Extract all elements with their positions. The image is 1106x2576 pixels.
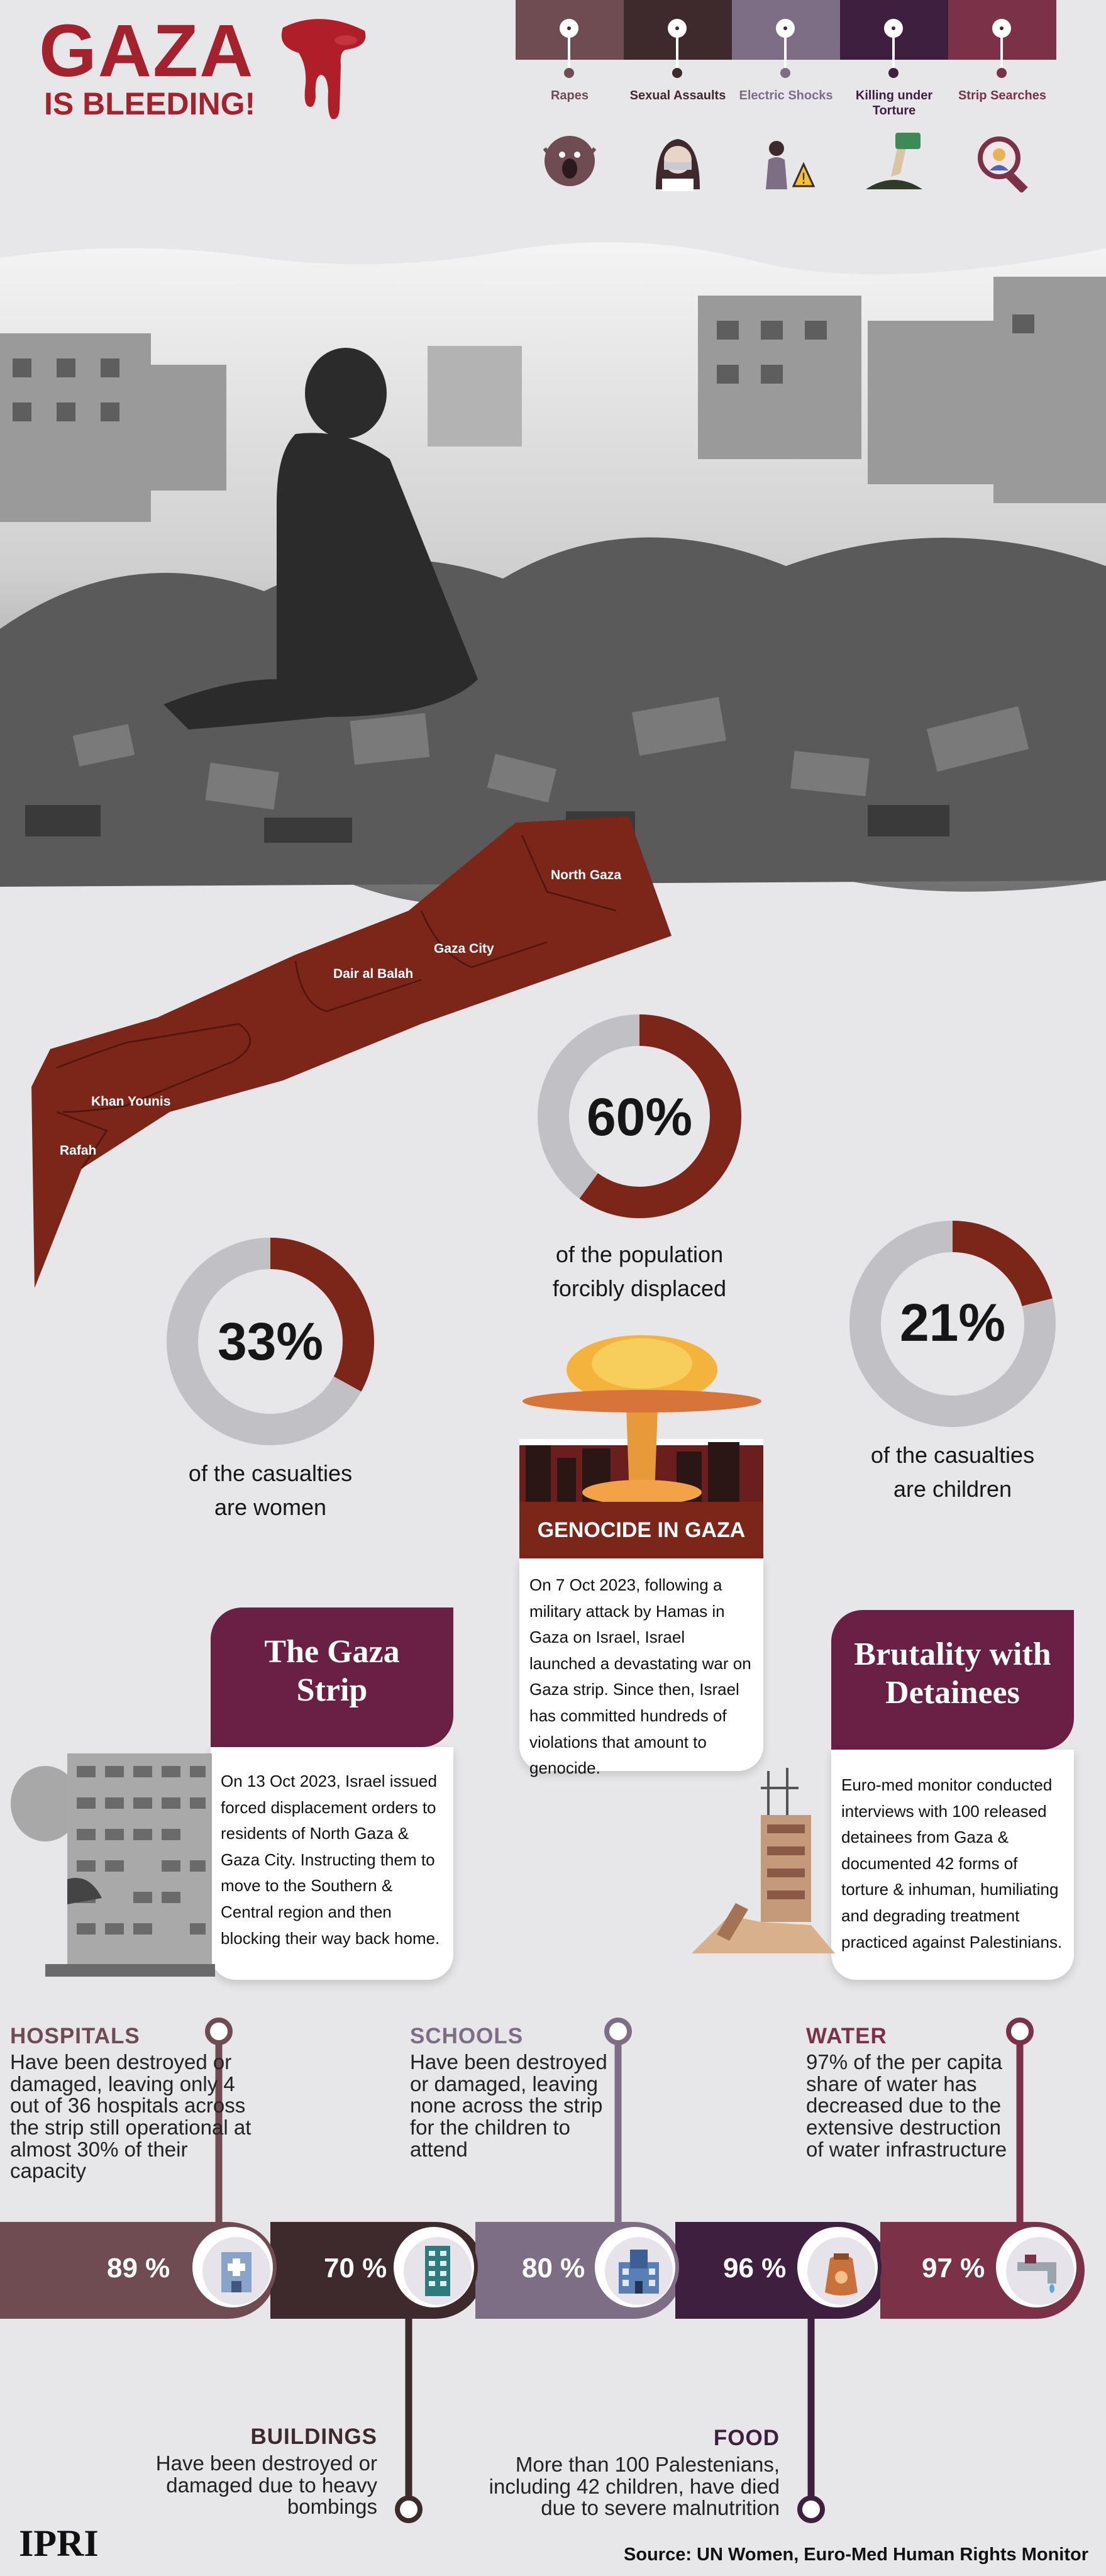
water-title: WATER xyxy=(806,2024,887,2048)
page-title: GAZA xyxy=(39,9,255,92)
detainees-text: Euro-med monitor conducted interviews with 100 released detainees from Gaza & documented 42 forms of torture & inhuman, humiliating and degrading treatment practiced against Palestinians. xyxy=(831,1750,1074,1980)
source-note: Source: UN Women, Euro-Med Human Rights Monitor xyxy=(624,2545,1088,2565)
genocide-title: GENOCIDE IN GAZA xyxy=(519,1502,763,1558)
abuse-types xyxy=(516,0,1056,208)
map-label-north-gaza: North Gaza xyxy=(551,868,622,882)
hand-grave-icon xyxy=(863,130,926,192)
ipri-logo: IPRI xyxy=(19,2523,99,2564)
abuse-label: Sexual Assaults xyxy=(629,89,726,103)
abuse-label: Strip Searches xyxy=(958,89,1047,103)
stat-value-displaced: 60% xyxy=(586,1087,693,1146)
water-value: 97 % xyxy=(922,2253,985,2284)
hospitals-title: HOSPITALS xyxy=(10,2024,140,2048)
page-subtitle: IS BLEEDING! xyxy=(44,86,256,121)
stat-caption-children: of the casualties are children xyxy=(870,1442,1035,1502)
stat-value-women: 33% xyxy=(217,1312,324,1371)
rubble-photo xyxy=(0,239,1106,906)
buildings-text: Have been destroyed or damaged due to heavy bombings xyxy=(155,2451,377,2519)
abuse-label: Rapes xyxy=(550,89,589,103)
food-value: 96 % xyxy=(723,2253,787,2284)
map-label-khan-younis: Khan Younis xyxy=(91,1094,171,1109)
electric-shock-icon xyxy=(755,130,817,192)
hospitals-text: Have been destroyed or damaged, leaving only 4 out of 36 hospitals across the strip still operational at almost 30% of their capacity xyxy=(10,2050,252,2183)
stat-caption-displaced: of the population forcibly displaced xyxy=(552,1241,727,1301)
schools-title: SCHOOLS xyxy=(410,2024,524,2048)
svg-text:!: ! xyxy=(800,170,807,187)
map-label-dair-al-balah: Dair al Balah xyxy=(333,967,414,981)
buildings-value: 70 % xyxy=(324,2253,387,2284)
detainees-title: Brutality with Detainees xyxy=(831,1610,1074,1750)
genocide-text: On 7 Oct 2023, following a military attack by Hamas in Gaza on Israel, Israel launched a devastating war on Gaza strip. Since then, Israel has committed hundreds of violations that amount to genocide. xyxy=(519,1558,763,1771)
schools-text: Have been destroyed or damaged, leaving none across the strip for the children to attend xyxy=(410,2050,607,2161)
stat-value-children: 21% xyxy=(899,1293,1006,1352)
food-text: More than 100 Palestenians, including 42 children, have died due to severe malnutrition xyxy=(489,2453,780,2520)
collapsed-building-illustration xyxy=(692,1765,835,1960)
magnifier-search-icon xyxy=(971,130,1034,192)
hospital-icon xyxy=(189,2223,277,2311)
gaza-strip-text: On 13 Oct 2023, Israel issued forced displacement orders to residents of North Gaza & Gaza City. Instructing them to move to the Southern & Central region and then blocking their way back home. xyxy=(211,1747,453,1980)
hospitals-value: 89 % xyxy=(107,2253,170,2284)
blood-drop-icon xyxy=(270,15,371,128)
map-label-gaza-city: Gaza City xyxy=(434,941,494,956)
screaming-face-icon xyxy=(538,130,601,192)
stat-caption-women: of the casualties are women xyxy=(188,1460,353,1520)
water-tap-icon xyxy=(992,2223,1080,2311)
map-label-rafah: Rafah xyxy=(60,1143,97,1158)
gagged-woman-icon xyxy=(646,130,709,192)
school-icon xyxy=(591,2223,679,2311)
explosion-illustration xyxy=(519,1319,763,1502)
damaged-tower-illustration xyxy=(8,1747,215,1977)
schools-value: 80 % xyxy=(522,2253,585,2284)
food-title: FOOD xyxy=(713,2426,780,2450)
buildings-title: BUILDINGS xyxy=(250,2424,377,2449)
water-text: 97% of the per capita share of water has decreased due to the extensive destruction of water infrastructure xyxy=(806,2050,1007,2161)
building-icon xyxy=(390,2223,478,2311)
abuse-label: Electric Shocks xyxy=(739,89,833,103)
food-sack-icon xyxy=(794,2223,882,2311)
gaza-strip-title: The Gaza Strip xyxy=(211,1607,453,1747)
abuse-label: Killing under Torture xyxy=(855,89,933,118)
